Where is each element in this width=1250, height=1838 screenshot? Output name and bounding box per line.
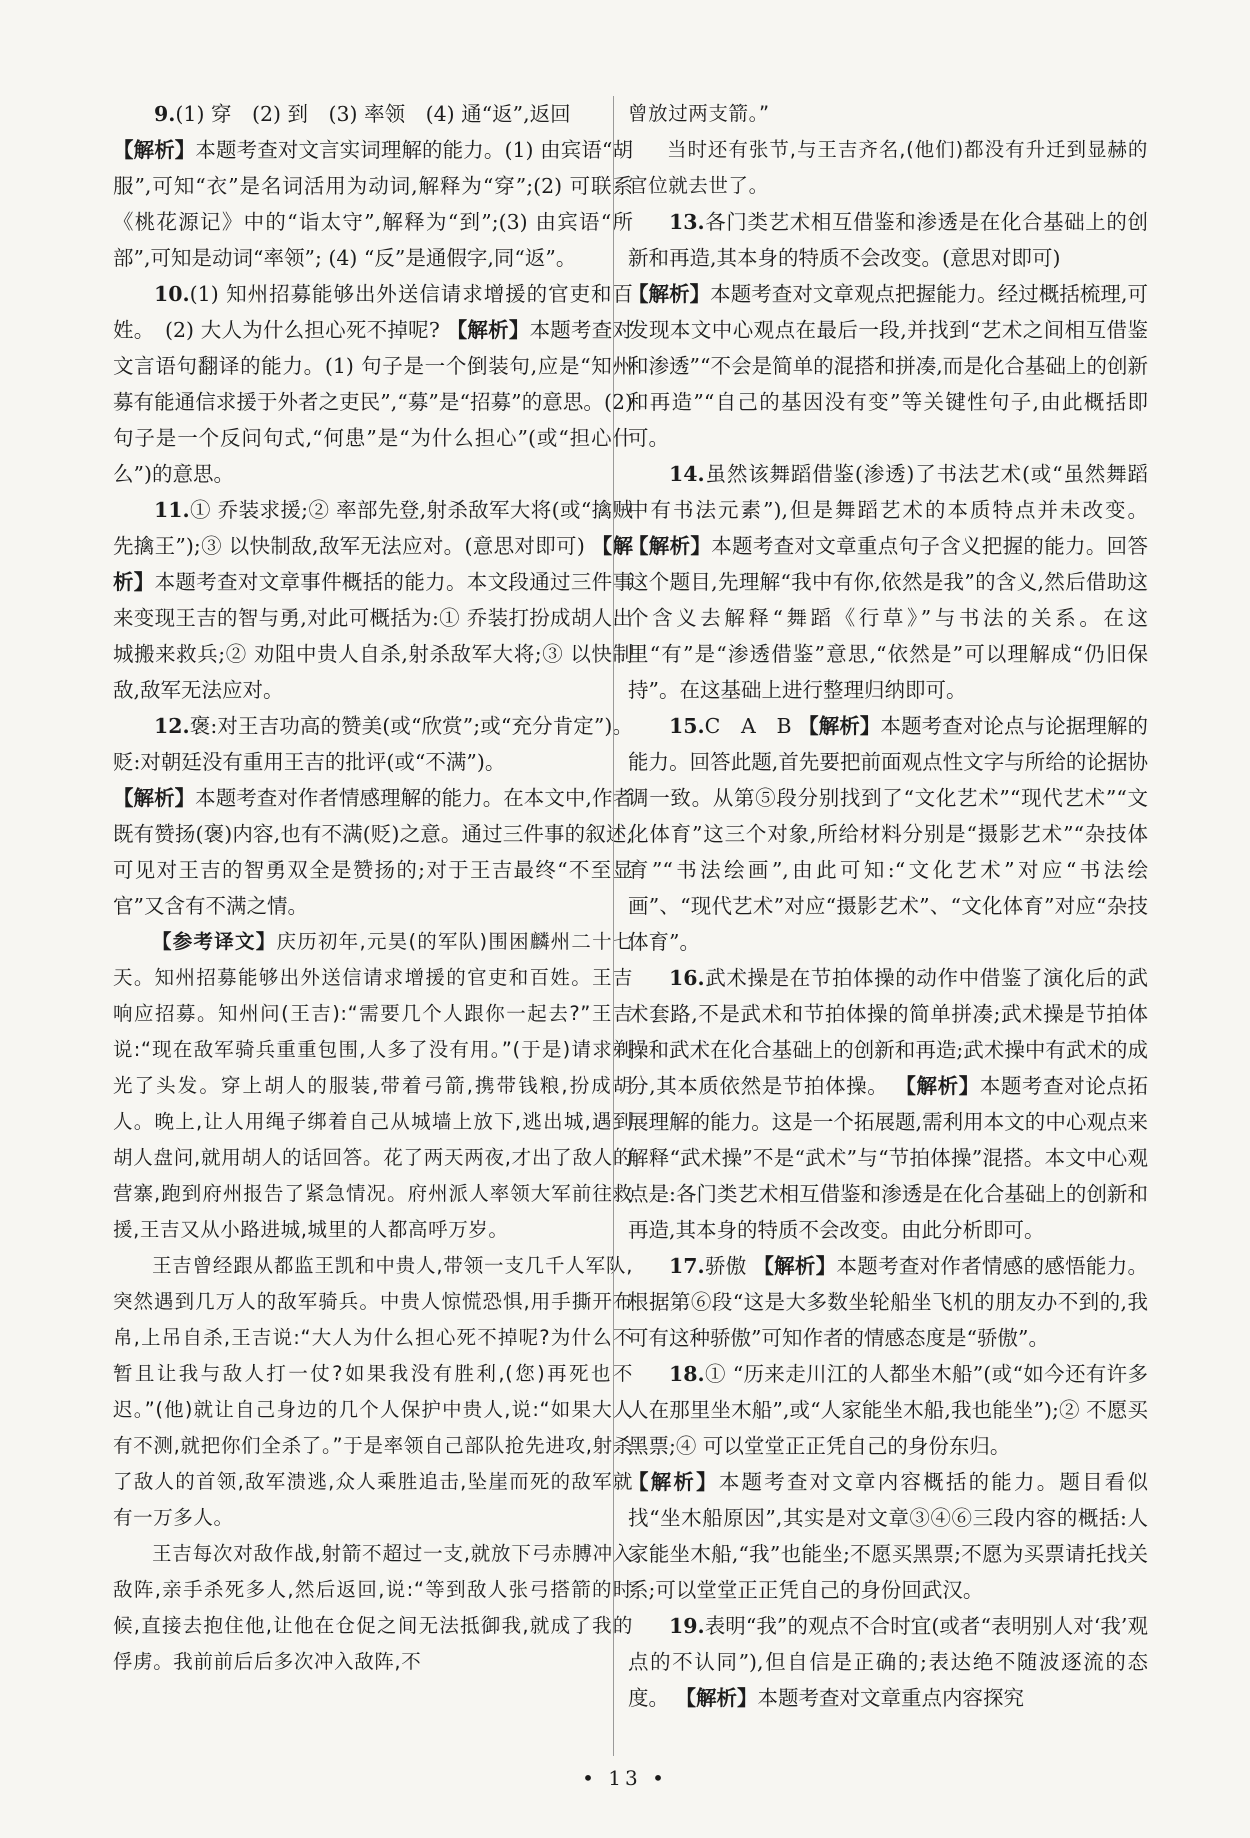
translation-paragraph-3-end: 曾放过两支箭。” [628, 102, 770, 125]
answer-q15: 15.C A B 【解析】本题考查对论点与论据理解的能力。回答此题,首先要把前面观点性文字与所给的论据协调一致。从第⑤段分别找到了“文化艺术”“现代艺术”“文化体育”这三个对象,所给材料分别是“摄影艺术”“杂技体育”“书法绘画”,由此可知:“文化艺术”对应“书法绘画”、“现代艺术”对应“摄影艺术”、“文化体育”对应“杂技体育”。 [628, 714, 1149, 954]
answer-q18: 18.① “历来走川江的人都坐木船”(或“如今还有许多人在那里坐木船”,或“人家能坐木船,我也能坐”);② 不愿买黑票;④ 可以堂堂正正凭自己的身份东归。 [628, 1362, 1148, 1458]
page-number: • 13 • [582, 1766, 668, 1790]
right-column [628, 96, 1148, 1716]
analysis-q13: 【解析】本题考查对文章观点把握能力。经过概括梳理,可发现本文中心观点在最后一段,并找到“艺术之间相互借鉴和渗透”“不会是简单的混搭和拼凑,而是化合基础上的创新和再造”“自己的基因没有变”等关键性句子,由此概括即可。 [628, 282, 1149, 450]
translation-paragraph-1: 【参考译文】庆历初年,元昊(的军队)围困麟州二十七天。知州招募能够出外送信请求增援的官吏和百姓。王吉响应招募。知州问(王吉):“需要几个人跟你一起去?”王吉说:“现在敌军骑兵重重包围,人多了没有用。”(于是)请求剃光了头发。穿上胡人的服装,带着弓箭,携带钱粮,扮成胡人。晚上,让人用绳子绑着自己从城墙上放下,逃出城,遇到胡人盘问,就用胡人的话回答。花了两天两夜,才出了敌人的营寨,跑到府州报告了紧急情况。府州派人率领大军前往救援,王吉又从小路进城,城里的人都高呼万岁。 [113, 930, 633, 1241]
answer-q16: 16.武术操是在节拍体操的动作中借鉴了演化后的武术套路,不是武术和节拍体操的简单拼凑;武术操是节拍体操和武术在化合基础上的创新和再造;武术操中有武术的成分,其本质依然是节拍体操。 【解析】本题考查对论点拓展理解的能力。这是一个拓展题,需利用本文的中心观点来解释“武术操”不是“武术”与“节拍体操”混搭。本文中心观点是:各门类艺术相互借鉴和渗透是在化合基础上的创新和再造,其本身的特质不会改变。由此分析即可。 [628, 966, 1149, 1242]
analysis-q18: 【解析】本题考查对文章内容概括的能力。题目看似找“坐木船原因”,其实是对文章③④⑥三段内容的概括:人家能坐木船,“我”也能坐;不愿买黑票;不愿为买票请托找关系;可以堂堂正正凭自己的身份回武汉。 [628, 1470, 1149, 1602]
translation-paragraph-2: 王吉曾经跟从都监王凯和中贵人,带领一支几千人军队,突然遇到几万人的敌军骑兵。中贵人惊慌恐惧,用手撕开布帛,上吊自杀,王吉说:“大人为什么担心死不掉呢?为什么不暂且让我与敌人打一仗?如果我没有胜利,(您)再死也不迟。”(他)就让自己身边的几个人保护中贵人,说:“如果大人有不测,就把你们全杀了。”于是率领自己部队抢先进攻,射杀了敌人的首领,敌军溃逃,众人乘胜追击,坠崖而死的敌军就有一万多人。 [113, 1254, 633, 1529]
answer-q11: 11.① 乔装求援;② 率部先登,射杀敌军大将(或“擒贼先擒王”);③ 以快制敌,敌军无法应对。(意思对即可) 【解析】本题考查对文章事件概括的能力。本文段通过三件事来变现王吉的智与勇,对此可概括为:① 乔装打扮成胡人出城搬来救兵;② 劝阻中贵人自杀,射杀敌军大将;③ 以快制敌,敌军无法应对。 [113, 498, 633, 702]
left-column [113, 96, 633, 1680]
analysis-q9: 【解析】本题考查对文言实词理解的能力。(1) 由宾语“胡服”,可知“衣”是名词活用为动词,解释为“穿”;(2) 可联系《桃花源记》中的“诣太守”,解释为“到”;(3) 由宾语“所部”,可知是动词“率领”; (4) “反”是通假字,同“返”。 [113, 138, 633, 270]
answer-q14: 14.虽然该舞蹈借鉴(渗透)了书法艺术(或“虽然舞蹈中有书法元素”),但是舞蹈艺术的本质特点并未改变。 【解析】本题考查对文章重点句子含义把握的能力。回答这个题目,先理解“我中有你,依然是我”的含义,然后借助这个含义去解释“舞蹈《行草》”与书法的关系。在这里“有”是“渗透借鉴”意思,“依然是”可以理解成“仍旧保持”。在这基础上进行整理归纳即可。 [628, 462, 1148, 702]
column-divider [613, 96, 614, 1756]
answer-q9: 9.(1) 穿 (2) 到 (3) 率领 (4) 通“返”,返回 [154, 102, 571, 126]
translation-paragraph-4: 当时还有张节,与王吉齐名,(他们)都没有升迁到显赫的官位就去世了。 [628, 138, 1148, 197]
answer-q10: 10.(1) 知州招募能够出外送信请求增援的官吏和百姓。 (2) 大人为什么担心死不掉呢? 【解析】本题考查对文言语句翻译的能力。(1) 句子是一个倒装句,应是“知州募有能通信求援于外者之吏民”,“募”是“招募”的意思。(2) 句子是一个反问句式,“何患”是“为什么担心”(或“担心什么”)的意思。 [113, 282, 634, 486]
answer-q13: 13.各门类艺术相互借鉴和渗透是在化合基础上的创新和再造,其本身的特质不会改变。(意思对即可) [628, 210, 1148, 270]
answer-q17: 17.骄傲 【解析】本题考查对作者情感的感悟能力。根据第⑥段“这是大多数坐轮船坐飞机的朋友办不到的,我可有这种骄傲”可知作者的情感态度是“骄傲”。 [628, 1254, 1149, 1350]
answer-q19: 19.表明“我”的观点不合时宜(或者“表明别人对‘我’观点的不认同”),但自信是正确的;表达绝不随波逐流的态度。 【解析】本题考查对文章重点内容探究 [628, 1614, 1148, 1710]
analysis-q12: 【解析】本题考查对作者情感理解的能力。在本文中,作者既有赞扬(褒)内容,也有不满(贬)之意。通过三件事的叙述,可见对王吉的智勇双全是赞扬的;对于王吉最终“不至显官”又含有不满之情。 [113, 786, 634, 918]
translation-paragraph-3: 王吉每次对敌作战,射箭不超过一支,就放下弓赤膊冲入敌阵,亲手杀死多人,然后返回,说:“等到敌人张弓搭箭的时候,直接去抱住他,让他在仓促之间无法抵御我,就成了我的俘虏。我前前后后多次冲入敌阵,不 [113, 1542, 633, 1673]
answer-q12: 12.褒:对王吉功高的赞美(或“欣赏”;或“充分肯定”)。贬:对朝廷没有重用王吉的批评(或“不满”)。 [113, 714, 633, 774]
